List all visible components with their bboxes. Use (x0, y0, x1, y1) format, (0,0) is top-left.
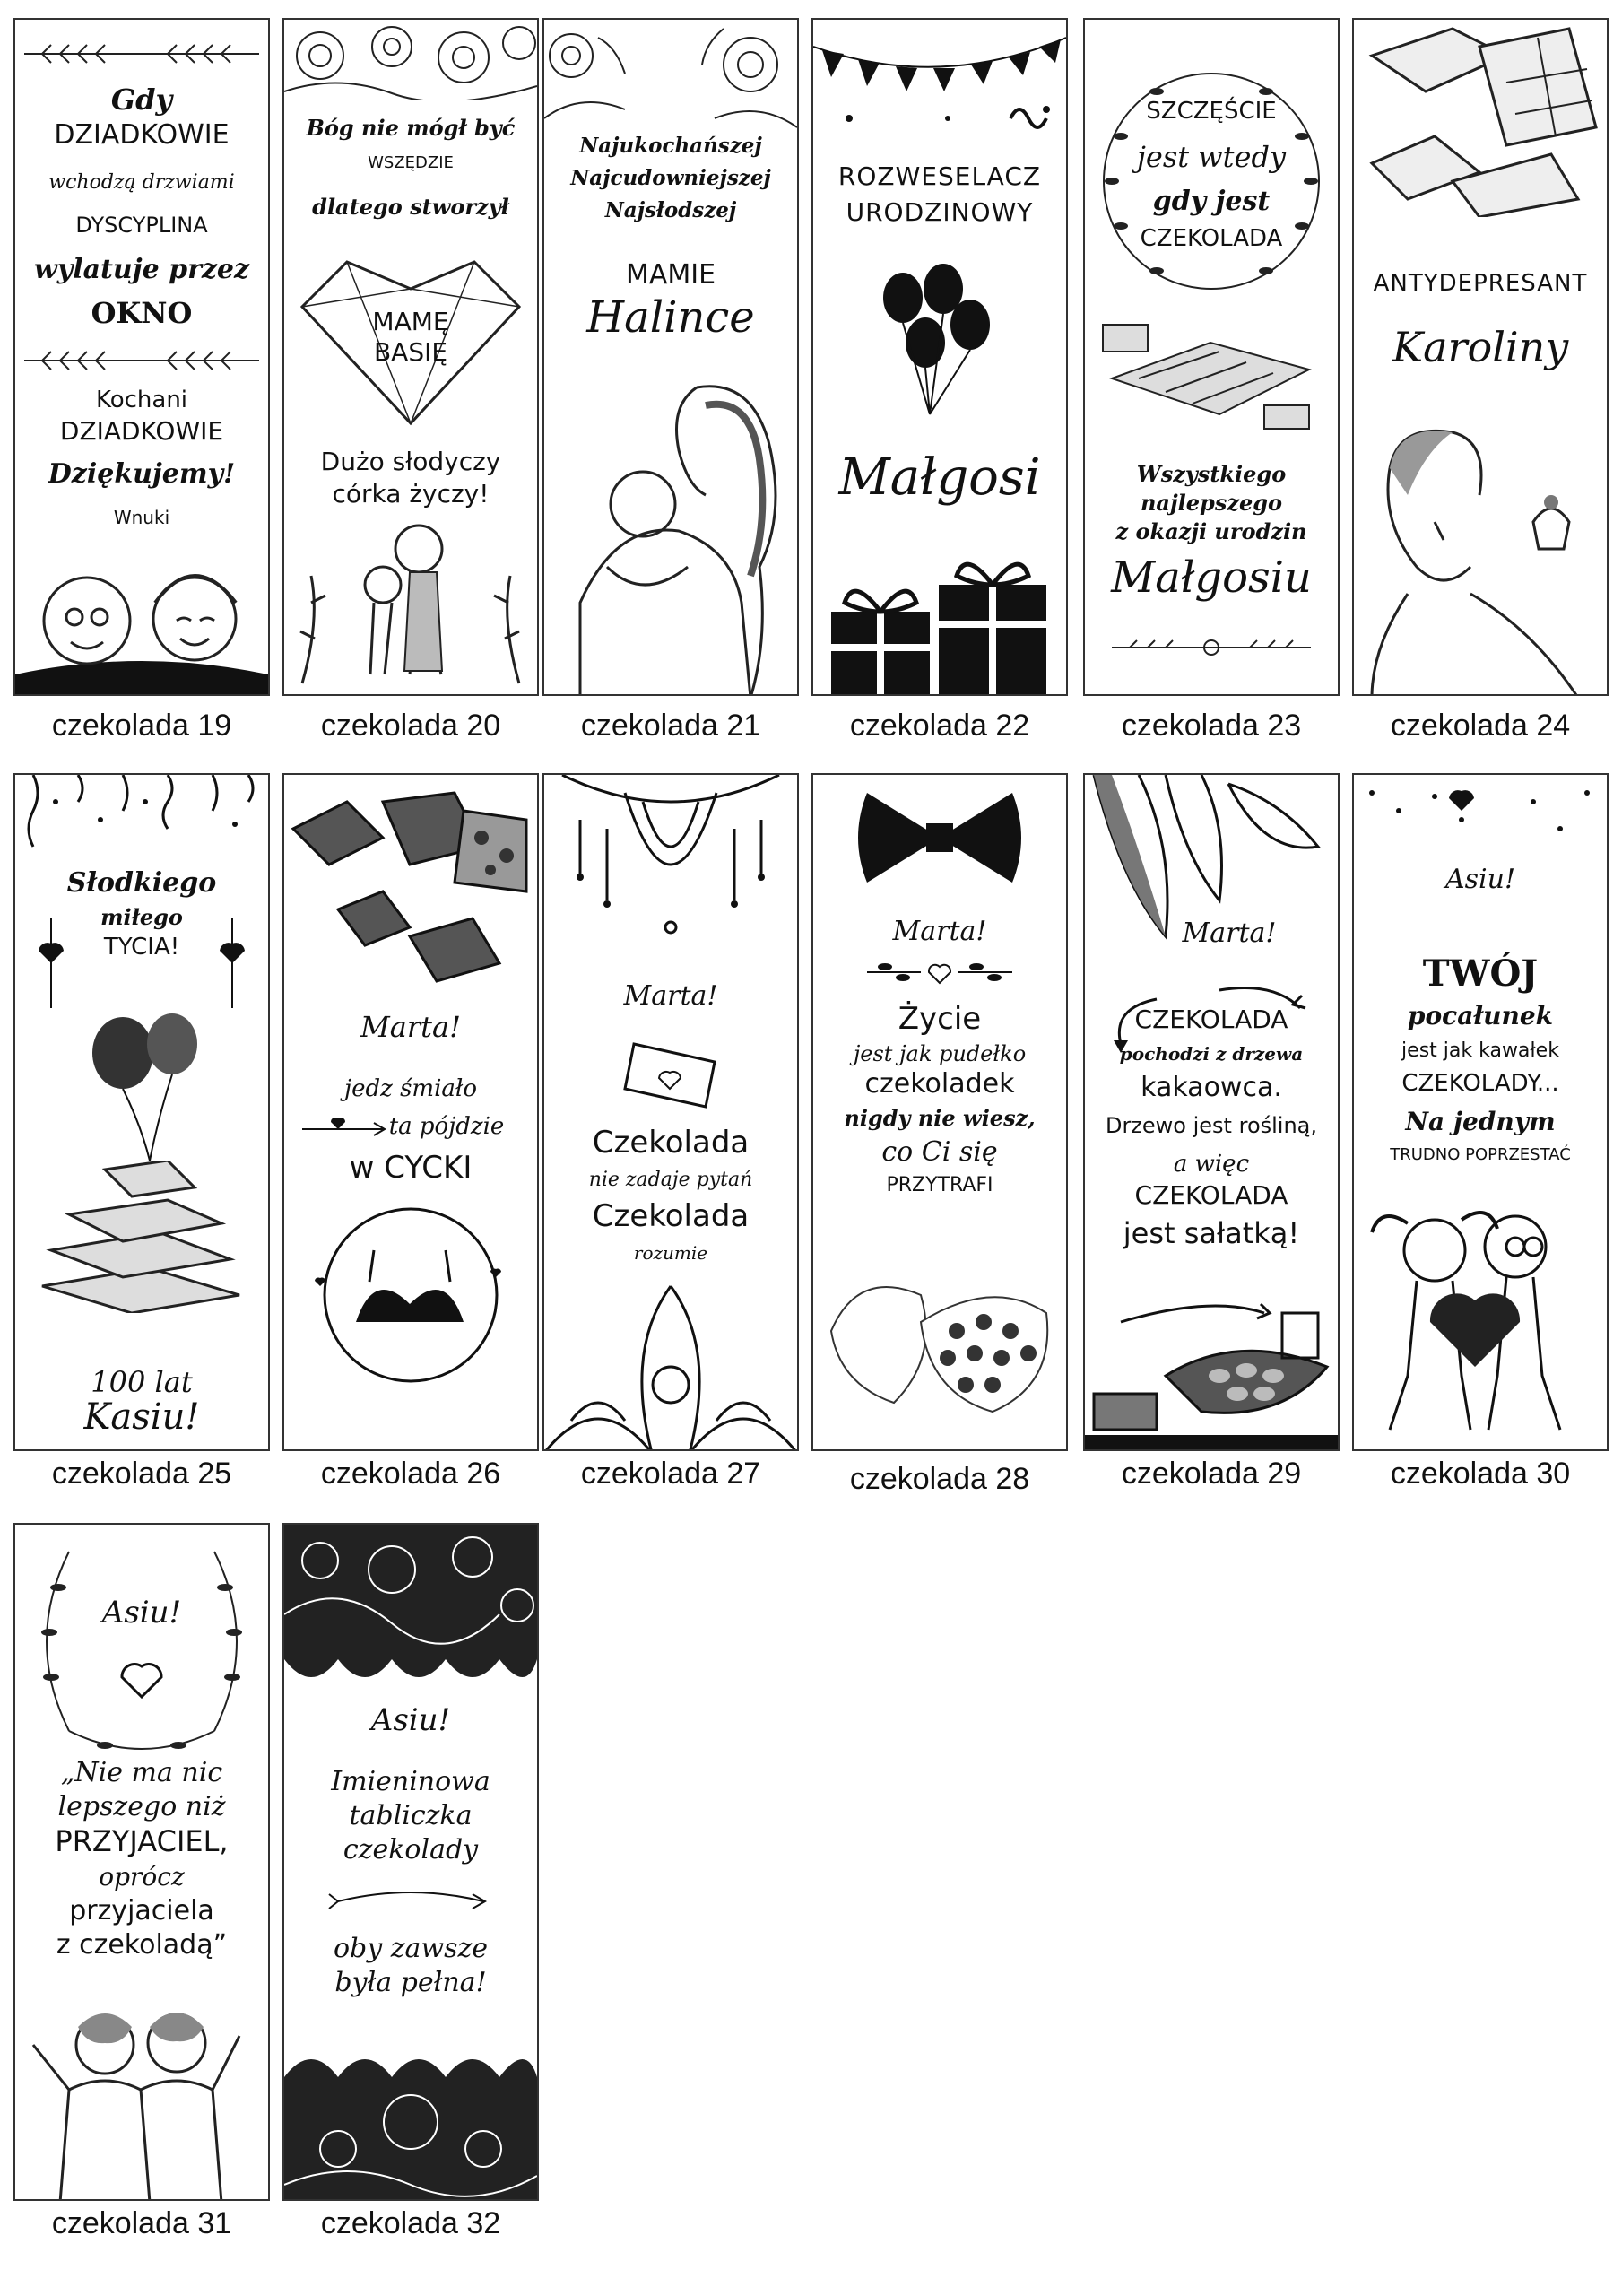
card-30-line-4: jest jak kawałek (1401, 1039, 1559, 1062)
cocoa-pod-illustration (1085, 1277, 1338, 1451)
chocolate-card-31 (13, 1523, 270, 2201)
card-27-line-5: rozumie (633, 1242, 708, 1264)
flowers-illustration (284, 20, 537, 100)
chocolate-box-illustration (813, 1259, 1066, 1421)
card-28-line-3: jest jak pudełko (853, 1041, 1027, 1066)
card-23-line-2: jest wtedy (1136, 140, 1287, 174)
card-25-line-5: Kasiu! (83, 1396, 200, 1438)
card-30-line-1: Asiu! (1444, 864, 1516, 895)
chocolate-card-23 (1083, 18, 1340, 696)
chocolate-card-32 (282, 1523, 539, 2201)
card-20-line-4: MAMĘ (372, 307, 449, 336)
card-25-line-4: 100 lat (91, 1365, 193, 1399)
card-26-line-4: w CYCKI (349, 1150, 473, 1186)
card-24-line-2: Karoliny (1392, 323, 1569, 371)
bunting-icon (813, 20, 1066, 136)
card-32-line-3: tabliczka (349, 1800, 473, 1831)
card-32-line-2: Imieninowa (331, 1766, 490, 1797)
heart-laurel-icon (813, 954, 1066, 990)
card-24-caption: czekolada 24 (1390, 709, 1571, 743)
card-26-line-3: ta pójdzie (388, 1113, 505, 1140)
card-25-caption: czekolada 25 (51, 1457, 232, 1491)
card-30-caption: czekolada 30 (1390, 1457, 1571, 1491)
chocolate-card-27 (542, 773, 799, 1451)
card-29-line-3: pochodzi z drzewa (1119, 1043, 1304, 1065)
card-27-line-4: Czekolada (592, 1198, 750, 1234)
card-21-line-2: Najcudowniejszej (570, 166, 771, 190)
card-29-line-7: CZEKOLADA (1134, 1180, 1288, 1210)
flowers-illustration (544, 20, 797, 136)
chocolate-card-22 (811, 18, 1068, 696)
lace-ornament-icon (284, 2023, 537, 2201)
card-20-line-7: córka życzy! (332, 479, 490, 509)
card-27-line-2: Czekolada (592, 1125, 750, 1161)
card-32-caption: czekolada 32 (320, 2206, 501, 2240)
grandparents-illustration (15, 549, 268, 696)
card-21-line-3: Najsłodszej (604, 198, 737, 222)
lace-ornament-icon (284, 1525, 537, 1695)
card-20-caption: czekolada 20 (320, 709, 501, 743)
friends-illustration (15, 1991, 268, 2201)
card-23-line-7: z okazji urodzin (1115, 518, 1307, 544)
card-30-line-6: Na jednym (1405, 1107, 1556, 1136)
chocolate-pieces-illustration (284, 784, 537, 990)
card-19-line-7: Kochani (95, 387, 188, 413)
card-26-caption: czekolada 26 (320, 1457, 501, 1491)
card-25-line-3: TYCIA! (103, 934, 180, 961)
card-28-line-2: Życie (898, 1001, 982, 1037)
card-23-line-8: Małgosiu (1111, 552, 1312, 603)
card-23-line-3: gdy jest (1152, 186, 1271, 217)
bra-wreath-icon (284, 1196, 537, 1394)
card-30-line-7: TRUDNO POPRZESTAĆ (1390, 1145, 1571, 1164)
heart-icon (15, 1650, 268, 1704)
card-28-line-6: co Ci się (881, 1136, 998, 1168)
card-29-caption: czekolada 29 (1121, 1457, 1302, 1491)
card-28-line-1: Marta! (892, 916, 987, 947)
card-22-line-1: ROZWESELACZ (837, 161, 1042, 191)
card-27-line-1: Marta! (623, 980, 718, 1012)
card-32-line-5: oby zawsze (333, 1933, 489, 1964)
chocolate-card-29 (1083, 773, 1340, 1451)
card-22-line-3: Małgosi (838, 448, 1041, 507)
chocolate-card-28 (811, 773, 1068, 1451)
card-28-line-7: PRZYTRAFI (886, 1174, 993, 1196)
card-32-line-6: była pełna! (334, 1967, 487, 1998)
card-19-line-1: Gdy (110, 83, 173, 117)
mother-baby-illustration (544, 370, 797, 696)
chocolate-card-25 (13, 773, 270, 1451)
card-23-line-6: najlepszego (1140, 490, 1283, 516)
confetti-icon (15, 775, 268, 856)
card-26-line-1: Marta! (360, 1010, 461, 1044)
laurel-divider-icon (1085, 630, 1338, 665)
card-19-line-9: Dziękujemy! (48, 458, 236, 490)
mandala-icon (544, 775, 797, 972)
laurel-divider-icon (15, 36, 268, 72)
card-22-line-2: URODZINOWY (846, 197, 1034, 227)
card-31-line-4: PRZYJACIEL, (55, 1824, 229, 1858)
card-19-line-5: wylatuje przez (33, 254, 250, 285)
card-23-caption: czekolada 23 (1121, 709, 1302, 743)
gift-boxes-icon (813, 549, 1066, 696)
chocolate-card-30 (1352, 773, 1609, 1451)
chocolate-stack-illustration (15, 1161, 268, 1313)
card-30-line-3: pocałunek (1407, 1001, 1554, 1031)
card-20-line-1: Bóg nie mógł być (306, 115, 516, 141)
card-19-line-8: DZIADKOWIE (59, 416, 224, 446)
card-26-line-2: jedz śmiało (344, 1075, 477, 1102)
card-21-line-4: MAMIE (625, 259, 716, 291)
arrow-icon (284, 1874, 537, 1919)
card-19-caption: czekolada 19 (51, 709, 232, 743)
card-31-caption: czekolada 31 (51, 2206, 232, 2240)
card-19-line-3: wchodzą drzwiami (48, 171, 235, 194)
card-19-line-4: DYSCYPLINA (75, 213, 208, 238)
card-21-line-1: Najukochańszej (579, 134, 762, 158)
chocolate-heart-icon (544, 1035, 797, 1116)
card-19-line-2: DZIADKOWIE (54, 119, 230, 151)
chocolate-pieces-illustration (1354, 20, 1607, 217)
card-21-line-5: Halince (586, 292, 755, 343)
card-27-caption: czekolada 27 (580, 1457, 761, 1491)
dots-heart-icon (1354, 775, 1607, 865)
card-29-line-4: kakaowca. (1141, 1072, 1282, 1103)
card-31-line-2: „Nie ma nic (60, 1757, 223, 1788)
card-31-line-7: z czekoladą” (56, 1929, 228, 1961)
card-25-line-1: Słodkiego (66, 867, 217, 899)
card-28-line-5: nigdy nie wiesz, (844, 1105, 1036, 1131)
card-23-line-1: SZCZĘŚCIE (1146, 98, 1277, 125)
card-27-line-3: nie zadaje pytań (588, 1169, 753, 1191)
card-31-line-6: przyjaciela (69, 1895, 214, 1926)
bow-icon (813, 784, 1066, 900)
arrow-heart-icon (15, 909, 268, 1017)
card-32-line-1: Asiu! (370, 1702, 451, 1738)
balloons-icon (15, 1008, 268, 1161)
card-29-line-8: jest sałatką! (1123, 1216, 1300, 1250)
card-22-caption: czekolada 22 (849, 709, 1030, 743)
card-23-line-5: Wszystkiego (1136, 461, 1287, 487)
card-23-line-4: CZEKOLADA (1140, 225, 1283, 252)
card-28-caption: czekolada 28 (849, 1462, 1030, 1496)
card-32-line-4: czekolady (343, 1834, 479, 1866)
chocolate-card-20 (282, 18, 539, 696)
card-31-line-3: lepszego niż (57, 1791, 226, 1822)
card-29-line-5: Drzewo jest rośliną, (1105, 1113, 1318, 1138)
woman-cupcake-illustration (1354, 414, 1607, 696)
chocolate-card-24 (1352, 18, 1609, 696)
laurel-divider-icon (15, 343, 268, 378)
chocolate-card-21 (542, 18, 799, 696)
card-20-line-5: BASIĘ (373, 337, 448, 367)
card-31-line-1: Asiu! (101, 1595, 182, 1631)
card-19-line-6: OKNO (91, 296, 193, 330)
card-20-line-2: WSZĘDZIE (368, 153, 454, 172)
mother-daughter-illustration (284, 513, 537, 696)
card-28-line-4: czekoladek (864, 1068, 1015, 1100)
card-30-line-5: CZEKOLADY... (1401, 1070, 1559, 1097)
card-20-line-6: Dużo słodyczy (320, 447, 501, 476)
chocolate-bar-illustration (1085, 307, 1338, 450)
card-30-line-2: TWÓJ (1422, 952, 1539, 995)
balloons-icon (813, 262, 1066, 423)
card-29-line-6: a więc (1173, 1151, 1250, 1178)
card-25-line-2: miłego (100, 904, 183, 930)
card-29-line-2: CZEKOLADA (1134, 1004, 1288, 1034)
henna-ornament-icon (544, 1277, 797, 1451)
card-29-line-1: Marta! (1182, 918, 1277, 949)
card-20-line-3: dlatego stworzył (312, 194, 509, 220)
card-19-line-10: Wnuki (113, 507, 170, 528)
card-24-line-1: ANTYDEPRESANT (1373, 270, 1588, 297)
kissing-couple-illustration (1354, 1196, 1607, 1451)
chocolate-card-19 (13, 18, 270, 696)
card-31-line-5: oprócz (99, 1862, 185, 1892)
wreath-icon (1085, 47, 1338, 316)
card-21-caption: czekolada 21 (580, 709, 761, 743)
chocolate-card-26 (282, 773, 539, 1451)
